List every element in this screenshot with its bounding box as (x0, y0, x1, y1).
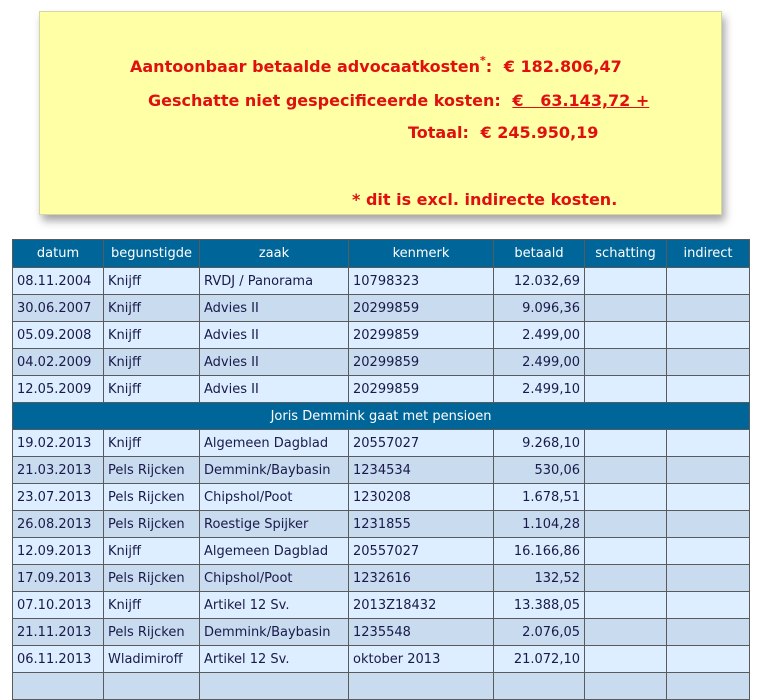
cell-indirect (667, 268, 750, 295)
cell-kenmerk: 10798323 (349, 268, 494, 295)
cell-indirect (667, 538, 750, 565)
cell-datum: 21.11.2013 (13, 619, 104, 646)
cell-kenmerk: 20299859 (349, 349, 494, 376)
cell-schatting (585, 619, 667, 646)
table-row (13, 511, 750, 538)
cell-betaald: 2.499,10 (494, 376, 585, 403)
cell-schatting (585, 268, 667, 295)
cell-begunstigde: Knijff (104, 268, 200, 295)
cell-kenmerk: 1230208 (349, 484, 494, 511)
cell-schatting (585, 457, 667, 484)
table-row (13, 268, 750, 295)
cell-indirect (667, 592, 750, 619)
cell-schatting (585, 565, 667, 592)
header-betaald: betaald (494, 240, 585, 268)
table-row (13, 295, 750, 322)
cell-begunstigde: Knijff (104, 295, 200, 322)
cell-schatting (585, 376, 667, 403)
table-row (13, 538, 750, 565)
cell-zaak: Advies II (200, 322, 349, 349)
table-row (13, 619, 750, 646)
cell-betaald: 2.076,05 (494, 619, 585, 646)
cell-begunstigde: Pels Rijcken (104, 511, 200, 538)
cell-begunstigde: Wladimiroff (104, 646, 200, 673)
cell-indirect (667, 646, 750, 673)
cell-betaald: 21.072,10 (494, 646, 585, 673)
cell-zaak: RVDJ / Panorama (200, 268, 349, 295)
section-row (13, 403, 750, 430)
cell-zaak: Algemeen Dagblad (200, 538, 349, 565)
cell-begunstigde (104, 673, 200, 700)
cell-kenmerk: 1232616 (349, 565, 494, 592)
cell-kenmerk: 20299859 (349, 322, 494, 349)
cell-schatting (585, 511, 667, 538)
cell-kenmerk: 2013Z18432 (349, 592, 494, 619)
cell-schatting (585, 484, 667, 511)
cell-datum: 26.08.2013 (13, 511, 104, 538)
payments-table (12, 239, 750, 700)
cell-datum: 21.03.2013 (13, 457, 104, 484)
cell-begunstigde: Knijff (104, 376, 200, 403)
cell-betaald: 2.499,00 (494, 322, 585, 349)
cell-datum: 07.10.2013 (13, 592, 104, 619)
cell-begunstigde: Knijff (104, 592, 200, 619)
table-row (13, 457, 750, 484)
header-begunstigde: begunstigde (104, 240, 200, 268)
cell-begunstigde: Knijff (104, 349, 200, 376)
table-row (13, 484, 750, 511)
cell-zaak (200, 673, 349, 700)
cell-begunstigde: Pels Rijcken (104, 619, 200, 646)
cell-kenmerk: 1231855 (349, 511, 494, 538)
estimated-amount: € 63.143,72 + (512, 91, 650, 110)
cell-zaak: Advies II (200, 295, 349, 322)
cell-zaak: Artikel 12 Sv. (200, 592, 349, 619)
header-schatting: schatting (585, 240, 667, 268)
cell-indirect (667, 673, 750, 700)
cell-datum: 23.07.2013 (13, 484, 104, 511)
cell-datum: 12.05.2009 (13, 376, 104, 403)
cell-begunstigde: Pels Rijcken (104, 484, 200, 511)
paid-amount: € 182.806,47 (503, 57, 622, 76)
estimated-label: Geschatte niet gespecificeerde kosten: (148, 91, 501, 110)
header-datum: datum (13, 240, 104, 268)
table-row (13, 592, 750, 619)
cell-betaald: 9.096,36 (494, 295, 585, 322)
cell-datum: 04.02.2009 (13, 349, 104, 376)
cell-betaald (494, 673, 585, 700)
cell-schatting (585, 295, 667, 322)
cell-betaald: 132,52 (494, 565, 585, 592)
header-zaak: zaak (200, 240, 349, 268)
cell-schatting (585, 673, 667, 700)
cell-kenmerk: 1234534 (349, 457, 494, 484)
cell-begunstigde: Knijff (104, 538, 200, 565)
table-row (13, 565, 750, 592)
cell-zaak: Algemeen Dagblad (200, 430, 349, 457)
cell-schatting (585, 349, 667, 376)
cell-zaak: Advies II (200, 376, 349, 403)
cell-datum: 19.02.2013 (13, 430, 104, 457)
cost-summary-box (39, 11, 722, 215)
cell-indirect (667, 349, 750, 376)
cell-schatting (585, 430, 667, 457)
cell-schatting (585, 322, 667, 349)
table-row (13, 430, 750, 457)
summary-line-paid (130, 54, 622, 76)
cell-indirect (667, 484, 750, 511)
cell-schatting (585, 646, 667, 673)
footnote-mark: * (480, 54, 486, 67)
cell-zaak: Demmink/Baybasin (200, 457, 349, 484)
total-amount: € 245.950,19 (480, 123, 599, 142)
cell-zaak: Advies II (200, 349, 349, 376)
cell-indirect (667, 376, 750, 403)
paid-colon: : (485, 57, 493, 76)
cell-betaald: 9.268,10 (494, 430, 585, 457)
table-row (13, 322, 750, 349)
cell-kenmerk: 20299859 (349, 295, 494, 322)
cell-zaak: Chipshol/Poot (200, 565, 349, 592)
cell-datum: 17.09.2013 (13, 565, 104, 592)
cell-betaald: 530,06 (494, 457, 585, 484)
cell-betaald: 13.388,05 (494, 592, 585, 619)
cell-zaak: Chipshol/Poot (200, 484, 349, 511)
cell-kenmerk: 20557027 (349, 538, 494, 565)
table-row (13, 673, 750, 700)
cell-datum (13, 673, 104, 700)
cell-kenmerk: 20299859 (349, 376, 494, 403)
cell-kenmerk: oktober 2013 (349, 646, 494, 673)
cell-datum: 08.11.2004 (13, 268, 104, 295)
cell-indirect (667, 430, 750, 457)
cell-kenmerk: 1235548 (349, 619, 494, 646)
table-row (13, 646, 750, 673)
cell-schatting (585, 592, 667, 619)
cell-datum: 05.09.2008 (13, 322, 104, 349)
paid-label: Aantoonbaar betaalde advocaatkosten (130, 57, 481, 76)
cell-zaak: Artikel 12 Sv. (200, 646, 349, 673)
cell-indirect (667, 511, 750, 538)
table-row (13, 349, 750, 376)
cell-begunstigde: Knijff (104, 430, 200, 457)
cell-indirect (667, 457, 750, 484)
cell-indirect (667, 295, 750, 322)
cell-kenmerk: 20557027 (349, 430, 494, 457)
table-header-row (13, 240, 750, 268)
cell-begunstigde: Pels Rijcken (104, 457, 200, 484)
cell-datum: 12.09.2013 (13, 538, 104, 565)
section-label: Joris Demmink gaat met pensioen (13, 403, 750, 430)
cell-betaald: 12.032,69 (494, 268, 585, 295)
summary-line-total (408, 123, 598, 142)
cell-begunstigde: Pels Rijcken (104, 565, 200, 592)
table-row (13, 376, 750, 403)
cell-indirect (667, 322, 750, 349)
cell-betaald: 1.678,51 (494, 484, 585, 511)
cell-betaald: 1.104,28 (494, 511, 585, 538)
cell-indirect (667, 565, 750, 592)
header-kenmerk: kenmerk (349, 240, 494, 268)
summary-line-estimated (148, 91, 649, 110)
cell-betaald: 2.499,00 (494, 349, 585, 376)
summary-footnote: * dit is excl. indirecte kosten. (352, 190, 618, 209)
cell-kenmerk (349, 673, 494, 700)
total-label: Totaal: (408, 123, 469, 142)
cell-datum: 06.11.2013 (13, 646, 104, 673)
cell-indirect (667, 619, 750, 646)
cell-zaak: Roestige Spijker (200, 511, 349, 538)
cell-zaak: Demmink/Baybasin (200, 619, 349, 646)
cell-datum: 30.06.2007 (13, 295, 104, 322)
cell-betaald: 16.166,86 (494, 538, 585, 565)
cell-begunstigde: Knijff (104, 322, 200, 349)
cell-schatting (585, 538, 667, 565)
header-indirect: indirect (667, 240, 750, 268)
